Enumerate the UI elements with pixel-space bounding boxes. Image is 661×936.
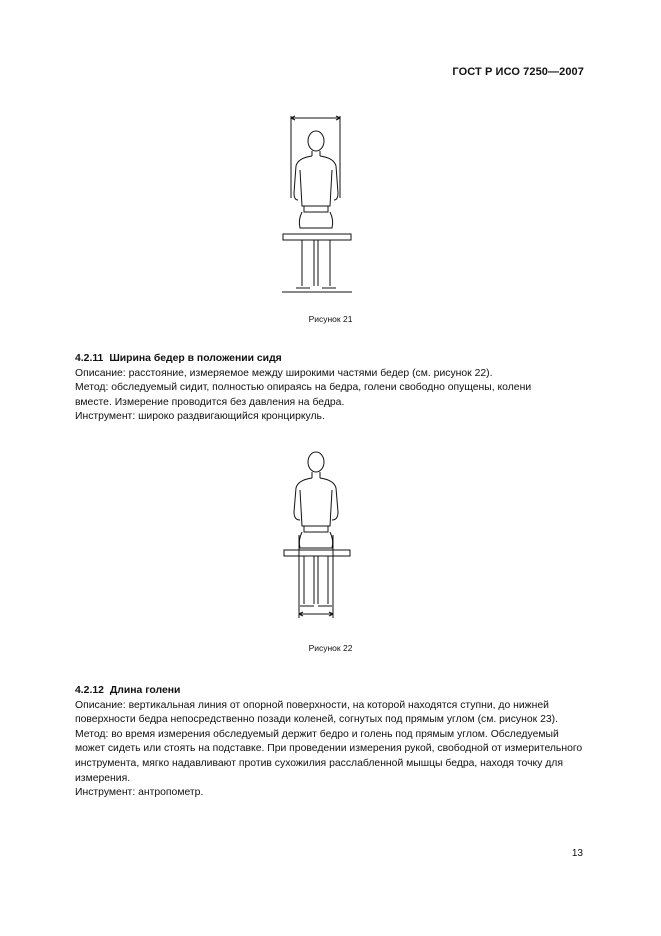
section-title: Ширина бедер в положении сидя — [109, 353, 282, 364]
section-number: 4.2.11 — [75, 353, 104, 364]
figure-22-seated-hip-width — [280, 440, 360, 620]
right-arm — [320, 478, 338, 520]
section-4-2-11 — [75, 352, 586, 425]
torso — [300, 170, 332, 206]
bench — [283, 234, 351, 240]
method-line-4: измерения. — [75, 772, 131, 784]
left-arm — [294, 478, 312, 520]
head — [308, 131, 324, 151]
method-line-2: вместе. Измерение проводится без давления на бедра. — [75, 396, 345, 408]
section-number: 4.2.12 — [75, 685, 104, 696]
figure-21-caption: Рисунок 21 — [308, 314, 353, 324]
head — [308, 452, 324, 472]
torso — [300, 490, 332, 526]
method-line-1: Метод: во время измерения обследуемый держит бедро и голень под прямым углом. Обследуемый — [75, 728, 559, 740]
figure-22-caption: Рисунок 22 — [308, 643, 353, 653]
left-arm — [294, 156, 312, 200]
description-line-2: поверхности бедра непосредственно позади коленей, согнутых под прямым углом (см. рисунок 23). — [75, 714, 558, 726]
description-line-1: Описание: вертикальная линия от опорной поверхности, на которой находятся ступни, до нижней — [75, 699, 549, 711]
section-heading — [75, 684, 586, 699]
bench — [284, 550, 350, 556]
method-line-3: инструмента, мягко надавливают против сухожилия расслабленной мышцы бедра, находя точку для — [75, 757, 563, 769]
right-arm — [320, 156, 338, 200]
neck — [312, 472, 320, 478]
seated-figure-drawing — [280, 108, 360, 298]
instrument: Инструмент: антропометр. — [75, 787, 204, 799]
method-line-2: может сидеть или стоять на подставке. При проведении измерения рукой, свободной от измерительного — [75, 743, 583, 755]
legs — [302, 240, 330, 286]
instrument: Инструмент: широко раздвигающийся кронциркуль. — [75, 411, 325, 423]
description: Описание: расстояние, измеряемое между широкими частями бедер (см. рисунок 22). — [75, 367, 493, 379]
page-number: 13 — [571, 848, 583, 859]
section-title: Длина голени — [109, 685, 181, 696]
hips — [299, 212, 332, 228]
neck — [312, 151, 320, 156]
seated-figure-drawing-2 — [280, 440, 360, 620]
belt — [304, 206, 328, 212]
hips — [299, 532, 332, 548]
section-heading — [75, 352, 586, 367]
document-header: ГОСТ Р ИСО 7250—2007 — [452, 66, 584, 78]
figure-21-seated-elbow-width — [280, 108, 360, 298]
belt — [304, 526, 328, 532]
method-line-1: Метод: обследуемый сидит, полностью опираясь на бедра, голени свободно опущены, колени — [75, 382, 532, 394]
section-4-2-12 — [75, 684, 586, 801]
legs — [304, 556, 328, 604]
